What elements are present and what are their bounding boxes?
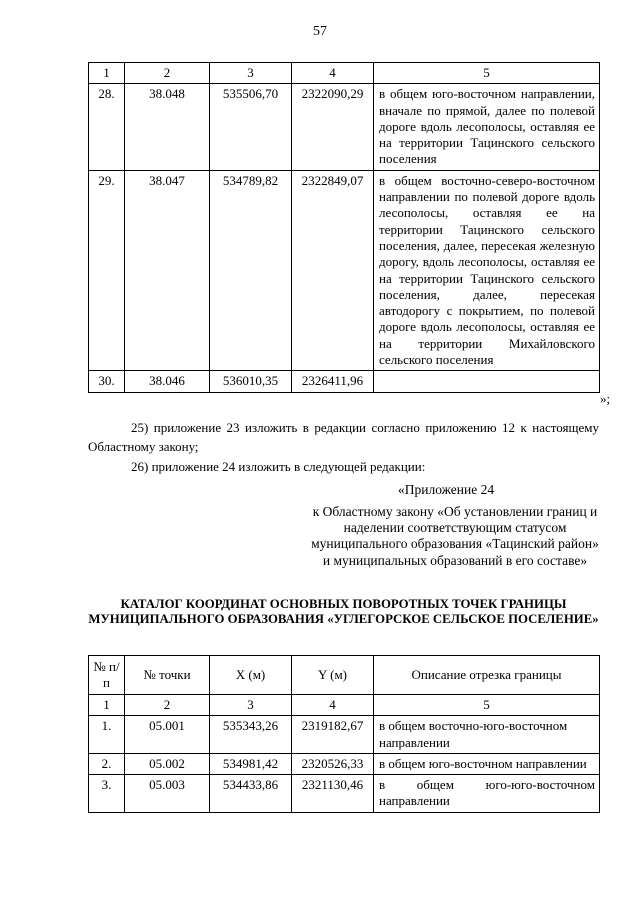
- y-coordinate: 2322849,07: [292, 170, 374, 371]
- row-number: 28.: [89, 84, 125, 170]
- column-number-cell: 4: [292, 695, 374, 716]
- table-row: [89, 775, 600, 813]
- segment-description: в общем юго-восточном направлении: [374, 753, 600, 774]
- column-header: X (м): [210, 656, 292, 695]
- appendix-title: «Приложение 24: [398, 482, 495, 497]
- table-header-row: [89, 63, 600, 84]
- point-id: 05.003: [125, 775, 210, 813]
- point-id: 05.001: [125, 716, 210, 754]
- point-id: 38.046: [125, 371, 210, 392]
- column-header: Y (м): [292, 656, 374, 695]
- segment-description: в общем юго-юго-восточном направлении: [374, 775, 600, 813]
- segment-description: в общем восточно-юго-восточном направлении: [374, 716, 600, 754]
- paragraph-item-25: 25) приложение 23 изложить в редакции согласно приложению 12 к настоящему Областному закону;: [88, 420, 599, 454]
- table-row: [89, 371, 600, 392]
- y-coordinate: 2319182,67: [292, 716, 374, 754]
- x-coordinate: 535343,26: [210, 716, 292, 754]
- coordinates-table-continued: [88, 62, 600, 393]
- segment-description: в общем юго-восточном направлении, вначале по прямой, далее по полевой дороге вдоль лесополосы, оставляя ее на территории Тацинского сельского поселения: [374, 84, 600, 170]
- column-number-cell: 5: [374, 695, 600, 716]
- column-number-cell: 4: [292, 63, 374, 84]
- x-coordinate: 534981,42: [210, 753, 292, 774]
- table-row: [89, 84, 600, 170]
- column-number-cell: 1: [89, 63, 125, 84]
- coordinates-table: [88, 655, 600, 813]
- column-header: № п/п: [89, 656, 125, 695]
- row-number: 30.: [89, 371, 125, 392]
- catalog-title: КАТАЛОГ КООРДИНАТ ОСНОВНЫХ ПОВОРОТНЫХ ТОЧЕК ГРАНИЦЫ МУНИЦИПАЛЬНОГО ОБРАЗОВАНИЯ «УГЛЕГОРСКОЕ СЕЛЬСКОЕ ПОСЕЛЕНИЕ»: [88, 597, 599, 626]
- point-id: 38.047: [125, 170, 210, 371]
- column-header: Описание отрезка границы: [374, 656, 600, 695]
- row-number: 1.: [89, 716, 125, 754]
- point-id: 38.048: [125, 84, 210, 170]
- column-numbers-row: [89, 695, 600, 716]
- segment-description: в общем восточно-северо-восточном направлении по полевой дороге вдоль лесополосы, оставляя ее на территории Тацинского сельского поселения, далее, пересекая железную дорогу, вдоль лесополосы, оставляя ее на территории Тацинского сельского поселения, далее, пересекая автодорогу с покрытием, по полевой дороге вдоль лесополосы, оставляя ее на территории Михайловского сельского поселения: [374, 170, 600, 371]
- closing-quote: »;: [600, 391, 611, 406]
- y-coordinate: 2326411,96: [292, 371, 374, 392]
- column-number-cell: 3: [210, 63, 292, 84]
- column-number-cell: 1: [89, 695, 125, 716]
- table-row: [89, 170, 600, 371]
- table-header-row: [89, 656, 600, 695]
- x-coordinate: 536010,35: [210, 371, 292, 392]
- table-row: [89, 753, 600, 774]
- row-number: 2.: [89, 753, 125, 774]
- row-number: 29.: [89, 170, 125, 371]
- table-row: [89, 716, 600, 754]
- column-number-cell: 5: [374, 63, 600, 84]
- column-number-cell: 2: [125, 63, 210, 84]
- x-coordinate: 535506,70: [210, 84, 292, 170]
- y-coordinate: 2321130,46: [292, 775, 374, 813]
- column-header: № точки: [125, 656, 210, 695]
- column-number-cell: 2: [125, 695, 210, 716]
- column-number-cell: 3: [210, 695, 292, 716]
- appendix-subtitle: к Областному закону «Об установлении границ и наделении соответствующим статусом муниципального образования «Тацинский район» и муниципальных образований в его составе»: [311, 504, 599, 568]
- x-coordinate: 534433,86: [210, 775, 292, 813]
- page-number: 57: [313, 24, 327, 39]
- x-coordinate: 534789,82: [210, 170, 292, 371]
- y-coordinate: 2322090,29: [292, 84, 374, 170]
- segment-description: [374, 371, 600, 392]
- paragraph-item-26: 26) приложение 24 изложить в следующей редакции:: [131, 459, 426, 474]
- point-id: 05.002: [125, 753, 210, 774]
- row-number: 3.: [89, 775, 125, 813]
- y-coordinate: 2320526,33: [292, 753, 374, 774]
